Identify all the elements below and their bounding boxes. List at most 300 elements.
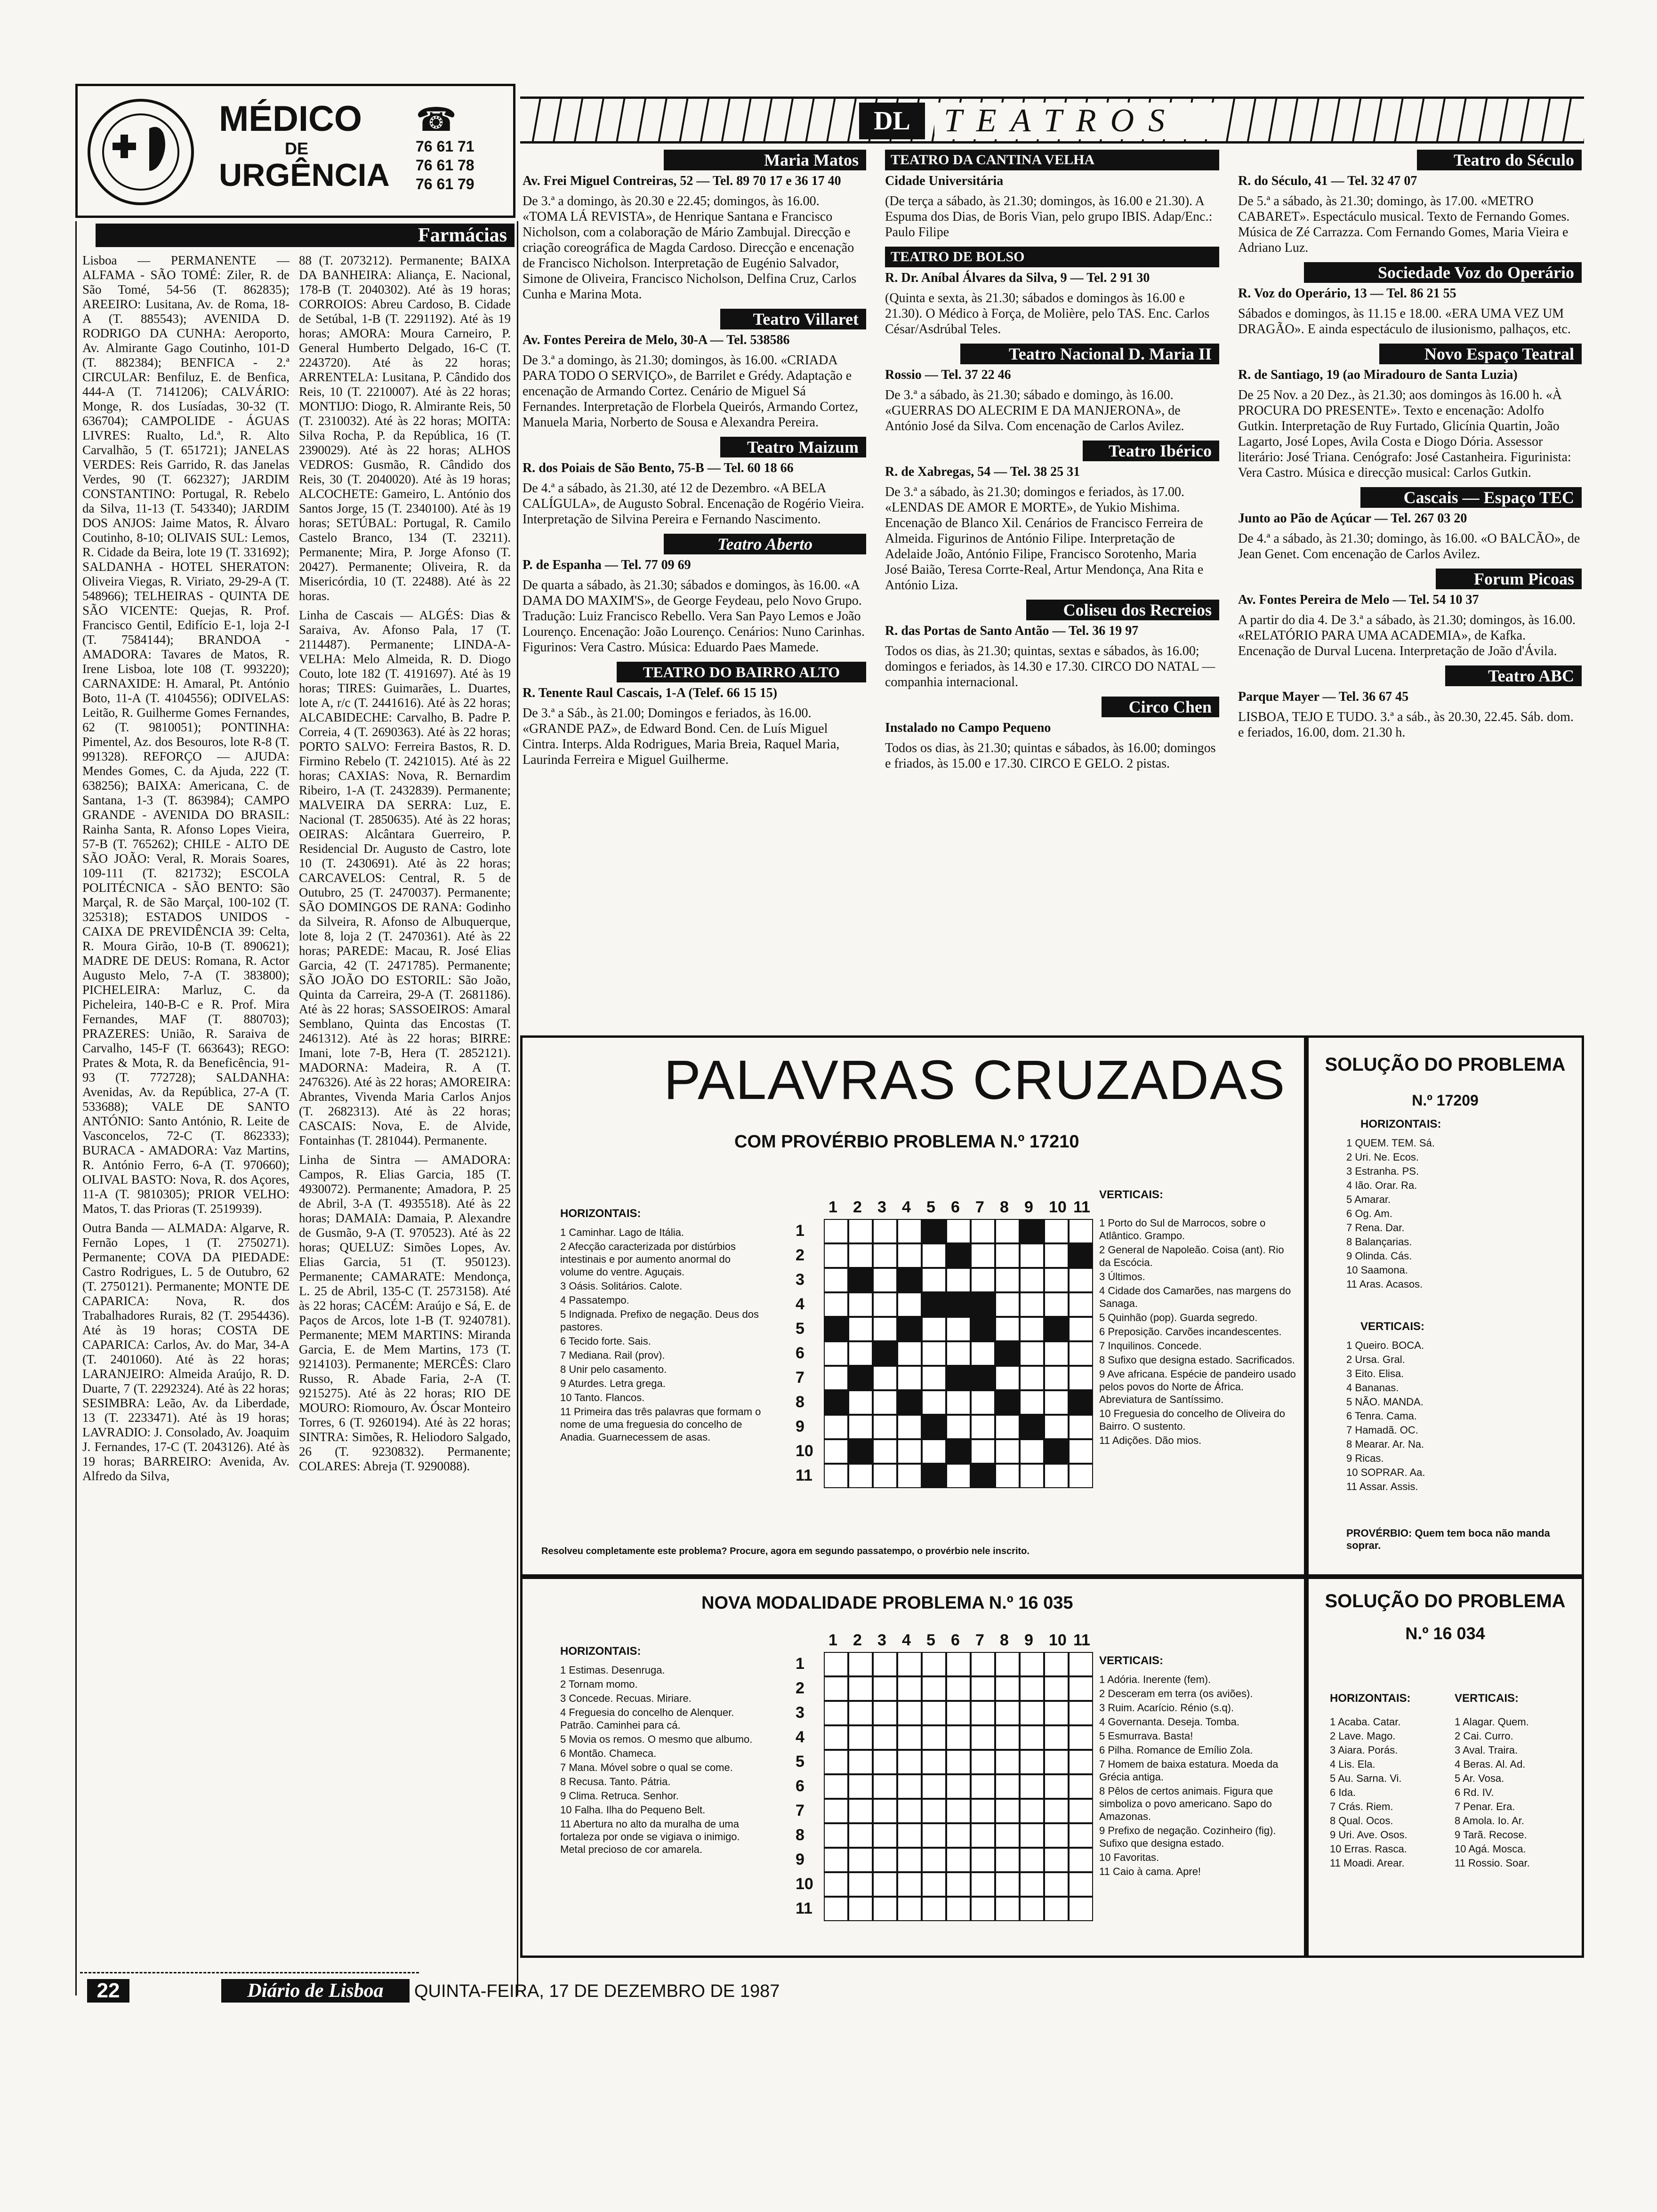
grid-cell[interactable]: [922, 1366, 946, 1390]
grid-cell[interactable]: [848, 1464, 873, 1488]
grid-cell[interactable]: [1020, 1676, 1044, 1701]
grid-cell[interactable]: [922, 1799, 946, 1823]
clue-vertical: 9 Ave africana. Espécie de pandeiro usado pelos povos do Norte de África. Abreviatura de Santíssimo.: [1099, 1368, 1296, 1405]
teatro-nacional-header: Teatro Nacional D. Maria II: [960, 344, 1219, 364]
grid-cell[interactable]: [848, 1243, 873, 1268]
grid-cell[interactable]: [1020, 1439, 1044, 1464]
teatros-logo: DL: [859, 103, 925, 139]
medico-de: DE: [285, 139, 309, 158]
grid-cell[interactable]: [946, 1317, 971, 1341]
grid-cell[interactable]: [1044, 1292, 1069, 1317]
grid-cell[interactable]: [995, 1243, 1020, 1268]
grid-cell[interactable]: [1069, 1750, 1093, 1774]
grid-cell[interactable]: [922, 1823, 946, 1848]
grid-cell[interactable]: [946, 1725, 971, 1750]
teatro-aberto-header: Teatro Aberto: [664, 534, 866, 554]
grid-cell[interactable]: [873, 1750, 897, 1774]
grid-cell[interactable]: [824, 1823, 848, 1848]
grid-cell[interactable]: [873, 1725, 897, 1750]
grid-cell[interactable]: [824, 1439, 848, 1464]
grid-cell[interactable]: [873, 1366, 897, 1390]
grid-cell[interactable]: [922, 1676, 946, 1701]
grid-cell[interactable]: [1069, 1725, 1093, 1750]
grid-cell[interactable]: [1044, 1243, 1069, 1268]
grid-cell[interactable]: [971, 1725, 995, 1750]
grid-cell[interactable]: [848, 1219, 873, 1243]
grid-row-number: 7: [796, 1802, 804, 1819]
grid-cell[interactable]: [1069, 1774, 1093, 1799]
grid-cell[interactable]: [946, 1774, 971, 1799]
clue-horizontal: 3 Oásis. Solitários. Calote.: [560, 1280, 683, 1292]
grid-cell[interactable]: [1069, 1268, 1093, 1292]
grid-cell[interactable]: [922, 1390, 946, 1415]
grid-cell[interactable]: [922, 1439, 946, 1464]
grid-cell[interactable]: [971, 1652, 995, 1676]
grid-cell[interactable]: [1020, 1243, 1044, 1268]
grid-cell[interactable]: [848, 1701, 873, 1725]
grid-cell[interactable]: [824, 1676, 848, 1701]
phone-3: 76 61 79: [416, 176, 475, 192]
grid-cell[interactable]: [848, 1676, 873, 1701]
grid-col-number: 2: [853, 1198, 862, 1216]
teatro-maria-matos-header: Maria Matos: [664, 150, 866, 170]
grid-cell[interactable]: [1044, 1366, 1069, 1390]
crossword-1-footer: Resolveu completamente este problema? Procure, agora em segundo passatempo, o provérbio nele inscrito.: [541, 1546, 1030, 1556]
grid-cell[interactable]: [995, 1464, 1020, 1488]
grid-cell: [922, 1219, 946, 1243]
grid-cell[interactable]: [897, 1799, 922, 1823]
solution-2-panel: [1306, 1577, 1584, 1958]
solution-1-vert-label: VERTICAIS:: [1360, 1320, 1425, 1333]
grid-cell[interactable]: [971, 1750, 995, 1774]
grid-cell[interactable]: [922, 1774, 946, 1799]
solution-horizontal: 11 Moadi. Arear.: [1330, 1857, 1405, 1869]
grid-row-number: 2: [796, 1246, 804, 1264]
crossword-2-grid[interactable]: [796, 1633, 1097, 1944]
grid-cell[interactable]: [971, 1439, 995, 1464]
grid-cell[interactable]: [848, 1848, 873, 1872]
grid-cell[interactable]: [897, 1676, 922, 1701]
grid-cell[interactable]: [946, 1464, 971, 1488]
grid-cell[interactable]: [1044, 1652, 1069, 1676]
grid-cell[interactable]: [995, 1725, 1020, 1750]
grid-cell[interactable]: [1069, 1292, 1093, 1317]
grid-row-number: 4: [796, 1728, 804, 1746]
grid-cell[interactable]: [1069, 1799, 1093, 1823]
grid-cell: [873, 1341, 897, 1366]
grid-cell[interactable]: [995, 1317, 1020, 1341]
solution-horizontal: 2 Uri. Ne. Ecos.: [1346, 1151, 1419, 1163]
grid-cell[interactable]: [922, 1750, 946, 1774]
grid-cell[interactable]: [971, 1676, 995, 1701]
grid-cell[interactable]: [922, 1848, 946, 1872]
grid-cell[interactable]: [848, 1897, 873, 1921]
grid-cell[interactable]: [824, 1799, 848, 1823]
solution-horizontal: 10 Saamona.: [1346, 1264, 1408, 1276]
grid-cell[interactable]: [946, 1750, 971, 1774]
grid-cell[interactable]: [971, 1823, 995, 1848]
grid-cell[interactable]: [946, 1701, 971, 1725]
solution-horizontal: 9 Olinda. Cás.: [1346, 1250, 1412, 1262]
grid-cell[interactable]: [946, 1799, 971, 1823]
grid-cell[interactable]: [1044, 1268, 1069, 1292]
grid-cell[interactable]: [946, 1676, 971, 1701]
grid-cell[interactable]: [922, 1725, 946, 1750]
grid-cell[interactable]: [1069, 1317, 1093, 1341]
grid-cell[interactable]: [1044, 1676, 1069, 1701]
solution-vertical: 3 Eito. Elisa.: [1346, 1368, 1404, 1379]
grid-cell[interactable]: [824, 1750, 848, 1774]
grid-cell[interactable]: [824, 1872, 848, 1897]
grid-cell[interactable]: [995, 1439, 1020, 1464]
grid-cell[interactable]: [1044, 1415, 1069, 1439]
grid-cell[interactable]: [946, 1897, 971, 1921]
grid-cell[interactable]: [1020, 1750, 1044, 1774]
grid-cell[interactable]: [848, 1872, 873, 1897]
novo-espaco-teatral-header: Novo Espaço Teatral: [1379, 344, 1582, 364]
grid-cell[interactable]: [897, 1652, 922, 1676]
grid-cell[interactable]: [824, 1652, 848, 1676]
grid-col-number: 10: [1049, 1198, 1067, 1216]
grid-cell[interactable]: [1069, 1823, 1093, 1848]
grid-row-number: 3: [796, 1704, 804, 1722]
grid-cell[interactable]: [1020, 1725, 1044, 1750]
clue-horizontal: 3 Concede. Recuas. Miriare.: [560, 1692, 692, 1704]
grid-cell[interactable]: [873, 1243, 897, 1268]
grid-cell[interactable]: [824, 1341, 848, 1366]
grid-cell[interactable]: [897, 1243, 922, 1268]
grid-cell[interactable]: [873, 1897, 897, 1921]
grid-cell[interactable]: [897, 1292, 922, 1317]
grid-cell[interactable]: [971, 1848, 995, 1872]
grid-cell[interactable]: [873, 1390, 897, 1415]
grid-cell[interactable]: [873, 1415, 897, 1439]
grid-cell[interactable]: [922, 1317, 946, 1341]
grid-cell[interactable]: [848, 1725, 873, 1750]
solution-vertical: 2 Ursa. Gral.: [1346, 1354, 1405, 1365]
grid-cell[interactable]: [946, 1390, 971, 1415]
grid-cell[interactable]: [873, 1292, 897, 1317]
phone-1: 76 61 71: [416, 138, 475, 155]
grid-cell[interactable]: [897, 1823, 922, 1848]
grid-cell[interactable]: [995, 1823, 1020, 1848]
grid-cell[interactable]: [946, 1652, 971, 1676]
grid-cell[interactable]: [1044, 1701, 1069, 1725]
grid-cell[interactable]: [824, 1219, 848, 1243]
crossword-1-grid[interactable]: [796, 1200, 1097, 1511]
grid-row-number: 10: [796, 1442, 813, 1460]
grid-cell[interactable]: [1020, 1897, 1044, 1921]
grid-cell[interactable]: [897, 1464, 922, 1488]
grid-cell: [946, 1243, 971, 1268]
solution-vertical: 2 Cai. Curro.: [1455, 1730, 1513, 1742]
grid-cell[interactable]: [971, 1341, 995, 1366]
grid-cell[interactable]: [824, 1774, 848, 1799]
grid-cell[interactable]: [946, 1415, 971, 1439]
grid-row-number: 10: [796, 1875, 813, 1893]
grid-cell[interactable]: [1020, 1848, 1044, 1872]
grid-cell[interactable]: [1020, 1701, 1044, 1725]
grid-cell[interactable]: [848, 1341, 873, 1366]
grid-cell[interactable]: [995, 1750, 1020, 1774]
grid-cell[interactable]: [1069, 1415, 1093, 1439]
crossword-2-vert-label: VERTICAIS:: [1099, 1654, 1164, 1667]
grid-cell[interactable]: [1044, 1848, 1069, 1872]
grid-cell[interactable]: [1044, 1219, 1069, 1243]
grid-cell[interactable]: [1069, 1701, 1093, 1725]
grid-cell: [922, 1464, 946, 1488]
grid-cell[interactable]: [971, 1268, 995, 1292]
grid-cell[interactable]: [1069, 1872, 1093, 1897]
grid-cell[interactable]: [1069, 1366, 1093, 1390]
teatro-maria-matos-addr: Av. Frei Miguel Contreiras, 52 — Tel. 89 70 17 e 36 17 40: [523, 174, 841, 188]
teatro-villaret-header: Teatro Villaret: [720, 309, 866, 329]
grid-cell[interactable]: [1020, 1872, 1044, 1897]
grid-cell[interactable]: [873, 1774, 897, 1799]
teatros-title: TEATROS: [934, 103, 1217, 139]
grid-cell[interactable]: [873, 1439, 897, 1464]
grid-row-number: 8: [796, 1393, 804, 1411]
coliseu-recreios-body: Todos os dias, às 21.30; quintas, sextas e sábados, às 16.00; domingos e feriados, às 14.30 e 17.30. CIRCO DO NATAL — companhia internacional.: [885, 644, 1215, 689]
teatro-maizum-header: Teatro Maizum: [720, 437, 866, 457]
teatro-bairro-alto-body: De 3.ª a Sáb., às 21.00; Domingos e feriados, às 16.00. «GRANDE PAZ», de Edward Bond. Cen. de Luís Miguel Cintra. Interps. Alda Rodrigues, Maria Breia, Raquel Maria, Laurinda Ferreira e Miguel Guilherme.: [523, 706, 840, 767]
grid-cell[interactable]: [971, 1243, 995, 1268]
grid-cell[interactable]: [824, 1848, 848, 1872]
grid-cell[interactable]: [848, 1415, 873, 1439]
grid-cell[interactable]: [873, 1652, 897, 1676]
solution-vertical: 3 Aval. Traira.: [1455, 1744, 1518, 1756]
grid-cell[interactable]: [946, 1268, 971, 1292]
grid-cell[interactable]: [897, 1341, 922, 1366]
grid-cell[interactable]: [971, 1872, 995, 1897]
grid-cell[interactable]: [1044, 1341, 1069, 1366]
grid-cell[interactable]: [1044, 1464, 1069, 1488]
grid-cell[interactable]: [922, 1897, 946, 1921]
grid-cell[interactable]: [1020, 1366, 1044, 1390]
teatro-cantina-velha-header: TEATRO DA CANTINA VELHA: [885, 150, 1219, 170]
grid-cell[interactable]: [873, 1676, 897, 1701]
grid-cell[interactable]: [1069, 1464, 1093, 1488]
grid-cell[interactable]: [897, 1415, 922, 1439]
grid-cell[interactable]: [848, 1292, 873, 1317]
clue-horizontal: 8 Recusa. Tanto. Pátria.: [560, 1776, 671, 1787]
voz-operario-header: Sociedade Voz do Operário: [1304, 262, 1582, 283]
grid-cell[interactable]: [971, 1219, 995, 1243]
solution-horizontal: 8 Balançarias.: [1346, 1236, 1412, 1248]
grid-cell[interactable]: [1020, 1390, 1044, 1415]
grid-col-number: 5: [926, 1198, 935, 1216]
teatro-villaret-body: De 3.ª a domingo, às 21.30; domingos, às 16.00. «CRIADA PARA TODO O SERVIÇO», de Barrilet e Grédy. Adaptação e encenação de Armando Cortez. Cenário de Miguel Sá Fernandes. Interpretação de Florbela Queirós, Armando Cortez, Manuela Maria, Norberto de Sousa e Alexandra Pereira.: [523, 353, 858, 430]
grid-cell[interactable]: [1020, 1774, 1044, 1799]
grid-cell[interactable]: [848, 1774, 873, 1799]
grid-cell[interactable]: [1020, 1317, 1044, 1341]
grid-cell[interactable]: [1020, 1823, 1044, 1848]
grid-cell[interactable]: [897, 1219, 922, 1243]
grid-cell[interactable]: [873, 1317, 897, 1341]
grid-cell[interactable]: [848, 1390, 873, 1415]
grid-cell[interactable]: [1069, 1897, 1093, 1921]
grid-cell[interactable]: [946, 1341, 971, 1366]
solution-vertical: 6 Rd. IV.: [1455, 1787, 1494, 1798]
grid-cell[interactable]: [946, 1848, 971, 1872]
grid-cell[interactable]: [971, 1390, 995, 1415]
grid-cell[interactable]: [1069, 1341, 1093, 1366]
grid-cell[interactable]: [848, 1823, 873, 1848]
grid-cell[interactable]: [824, 1268, 848, 1292]
page-number: 22: [87, 1979, 129, 2003]
grid-cell[interactable]: [873, 1823, 897, 1848]
grid-col-number: 4: [902, 1631, 911, 1649]
grid-cell[interactable]: [897, 1439, 922, 1464]
grid-cell[interactable]: [995, 1219, 1020, 1243]
grid-cell[interactable]: [1044, 1799, 1069, 1823]
grid-cell[interactable]: [897, 1701, 922, 1725]
solution-horizontal: 7 Crás. Riem.: [1330, 1801, 1393, 1812]
solution-1-horizontais: [1346, 1137, 1572, 1292]
grid-cell: [824, 1390, 848, 1415]
grid-cell[interactable]: [824, 1897, 848, 1921]
clue-vertical: 6 Preposição. Carvões incandescentes.: [1099, 1326, 1282, 1338]
grid-cell[interactable]: [995, 1676, 1020, 1701]
grid-cell[interactable]: [873, 1848, 897, 1872]
grid-col-number: 5: [926, 1631, 935, 1649]
grid-cell[interactable]: [995, 1799, 1020, 1823]
solution-horizontal: 8 Qual. Ocos.: [1330, 1815, 1393, 1827]
grid-cell[interactable]: [1020, 1464, 1044, 1488]
grid-cell[interactable]: [1044, 1872, 1069, 1897]
teatro-seculo-addr: R. do Século, 41 — Tel. 32 47 07: [1238, 174, 1417, 188]
grid-cell: [897, 1268, 922, 1292]
grid-cell[interactable]: [922, 1652, 946, 1676]
grid-col-number: 6: [951, 1198, 960, 1216]
grid-cell[interactable]: [995, 1652, 1020, 1676]
grid-cell: [824, 1317, 848, 1341]
grid-cell[interactable]: [995, 1897, 1020, 1921]
grid-cell[interactable]: [1069, 1652, 1093, 1676]
grid-cell[interactable]: [1020, 1799, 1044, 1823]
grid-cell: [922, 1292, 946, 1317]
grid-cell[interactable]: [995, 1268, 1020, 1292]
grid-col-number: 8: [1000, 1631, 1009, 1649]
grid-cell[interactable]: [995, 1292, 1020, 1317]
grid-cell: [971, 1292, 995, 1317]
grid-cell[interactable]: [897, 1774, 922, 1799]
grid-cell[interactable]: [1020, 1341, 1044, 1366]
grid-col-number: 3: [877, 1198, 886, 1216]
grid-cell[interactable]: [1044, 1390, 1069, 1415]
grid-cell[interactable]: [1044, 1725, 1069, 1750]
grid-cell[interactable]: [1069, 1439, 1093, 1464]
grid-cell[interactable]: [897, 1897, 922, 1921]
grid-row-number: 11: [796, 1467, 812, 1484]
grid-cell[interactable]: [824, 1701, 848, 1725]
medico-urgencia-box: [75, 84, 515, 218]
clue-vertical: 9 Prefixo de negação. Cozinheiro (fig). Sufixo que designa estado.: [1099, 1825, 1276, 1849]
grid-cell[interactable]: [897, 1366, 922, 1390]
grid-cell[interactable]: [1020, 1652, 1044, 1676]
grid-cell[interactable]: [922, 1243, 946, 1268]
grid-cell[interactable]: [897, 1725, 922, 1750]
grid-cell[interactable]: [946, 1872, 971, 1897]
clue-horizontal: 11 Abertura no alto da muralha de uma fortaleza por onde se vigiava o inimigo. Metal precioso de cor amarela.: [560, 1818, 740, 1855]
grid-cell[interactable]: [1044, 1897, 1069, 1921]
grid-cell[interactable]: [1020, 1292, 1044, 1317]
solution-2-horiz-label: HORIZONTAIS:: [1330, 1692, 1411, 1705]
grid-cell[interactable]: [971, 1701, 995, 1725]
grid-cell[interactable]: [1069, 1848, 1093, 1872]
grid-cell[interactable]: [897, 1848, 922, 1872]
grid-cell[interactable]: [873, 1219, 897, 1243]
clue-horizontal: 11 Primeira das três palavras que formam o nome de uma freguesia do concelho de Anadia. Guarnecessem de asas.: [560, 1406, 761, 1443]
solution-vertical: 11 Assar. Assis.: [1346, 1481, 1418, 1492]
grid-cell[interactable]: [897, 1872, 922, 1897]
teatro-maria-matos-body: De 3.ª a domingo, às 20.30 e 22.45; domingos, às 16.00. «TOMA LÁ REVISTA», de Henrique Santana e Francisco Nicholson, com a colaboração de Mário Zambujal. Direcção e criação coreográfica de Magda Cardoso. Direcção e encenação de Francisco Nicholson. Interpretação de Eugénio Salvador, Simone de Oliveira, Francisco Nicholson, Delfina Cruz, Carlos Cunha e Marina Mota.: [523, 194, 857, 302]
grid-col-number: 7: [975, 1198, 984, 1216]
grid-cell[interactable]: [824, 1292, 848, 1317]
teatro-maizum-addr: R. dos Poiais de São Bento, 75-B — Tel. 60 18 66: [523, 461, 794, 475]
grid-cell[interactable]: [873, 1872, 897, 1897]
grid-cell[interactable]: [848, 1317, 873, 1341]
grid-cell[interactable]: [922, 1701, 946, 1725]
grid-cell[interactable]: [946, 1823, 971, 1848]
grid-cell[interactable]: [848, 1750, 873, 1774]
grid-cell[interactable]: [946, 1219, 971, 1243]
grid-cell[interactable]: [922, 1341, 946, 1366]
grid-cell[interactable]: [1069, 1219, 1093, 1243]
grid-col-number: 8: [1000, 1198, 1009, 1216]
grid-cell: [971, 1317, 995, 1341]
grid-cell[interactable]: [873, 1464, 897, 1488]
grid-cell[interactable]: [897, 1750, 922, 1774]
grid-cell[interactable]: [995, 1774, 1020, 1799]
grid-cell[interactable]: [848, 1652, 873, 1676]
grid-cell[interactable]: [922, 1872, 946, 1897]
solution-horizontal: 1 Acaba. Catar.: [1330, 1716, 1401, 1728]
grid-cell[interactable]: [1020, 1268, 1044, 1292]
grid-cell[interactable]: [824, 1464, 848, 1488]
teatro-abc-addr: Parque Mayer — Tel. 36 67 45: [1238, 689, 1409, 704]
grid-cell[interactable]: [995, 1701, 1020, 1725]
grid-cell[interactable]: [824, 1243, 848, 1268]
grid-row-number: 6: [796, 1777, 804, 1795]
grid-cell[interactable]: [971, 1897, 995, 1921]
grid-cell[interactable]: [824, 1415, 848, 1439]
grid-cell[interactable]: [824, 1366, 848, 1390]
grid-cell[interactable]: [995, 1872, 1020, 1897]
grid-cell[interactable]: [873, 1268, 897, 1292]
grid-cell[interactable]: [848, 1799, 873, 1823]
grid-cell[interactable]: [971, 1415, 995, 1439]
grid-cell[interactable]: [873, 1799, 897, 1823]
grid-cell[interactable]: [873, 1701, 897, 1725]
clue-vertical: 10 Freguesia do concelho de Oliveira do Bairro. O sustento.: [1099, 1408, 1286, 1432]
grid-cell[interactable]: [1069, 1676, 1093, 1701]
grid-cell[interactable]: [971, 1799, 995, 1823]
grid-cell[interactable]: [995, 1848, 1020, 1872]
grid-cell[interactable]: [1044, 1823, 1069, 1848]
grid-cell[interactable]: [995, 1415, 1020, 1439]
grid-cell[interactable]: [922, 1268, 946, 1292]
clue-vertical: 4 Cidade dos Camarões, nas margens do Sanaga.: [1099, 1285, 1291, 1309]
grid-cell[interactable]: [971, 1774, 995, 1799]
grid-cell[interactable]: [1044, 1750, 1069, 1774]
grid-cell[interactable]: [995, 1366, 1020, 1390]
grid-cell: [1069, 1390, 1093, 1415]
clue-horizontal: 7 Mana. Móvel sobre o qual se come.: [560, 1762, 733, 1773]
grid-cell[interactable]: [1044, 1774, 1069, 1799]
forum-picoas-body: A partir do dia 4. De 3.ª a sábado, às 21.30; domingos, às 16.00. «RELATÓRIO PARA UMA ACADEMIA», de Kafka. Encenação de Durval Lucena. Interpretação de João d'Ávila.: [1238, 613, 1576, 658]
grid-cell[interactable]: [824, 1725, 848, 1750]
